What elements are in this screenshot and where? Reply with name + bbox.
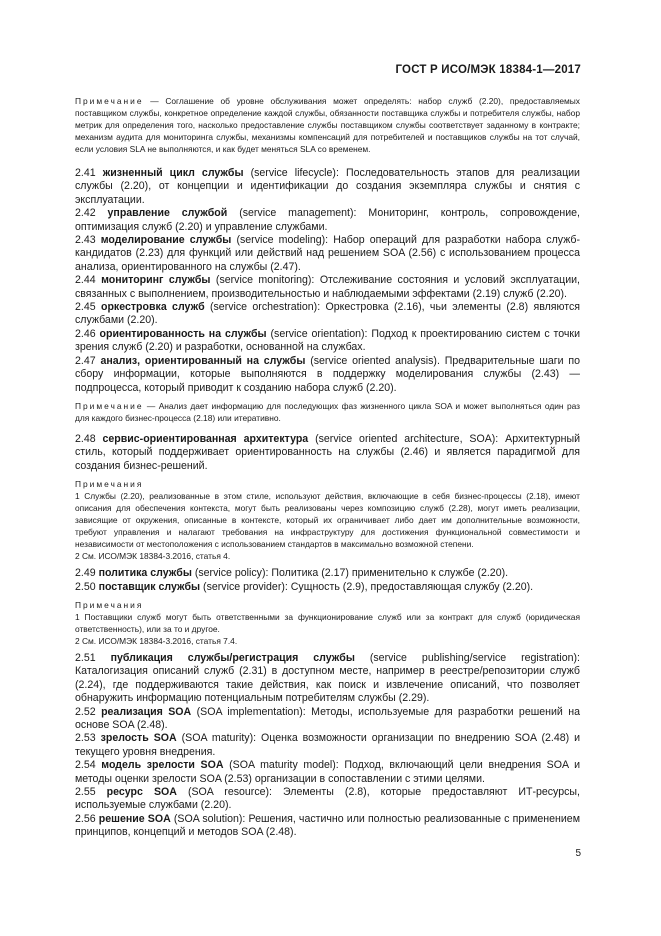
term-number: 2.42 <box>75 207 96 220</box>
term-name: зрелость SOA <box>100 732 177 745</box>
term-number: 2.48 <box>75 432 96 445</box>
term-definition: Набор операций для разработки набора служб-кандидатов (2.23) для функций или действий над решением SOA (2.56) с использованием процесса анализа, ориентированного на службы (2.47). <box>75 234 580 273</box>
term-definition: Последовательность этапов для реализации службы (2.20), от концепции и идентификации до создания экземпляра службы и снятия с эксплуатации. <box>75 167 580 206</box>
term-name: оркестровка служб <box>100 301 205 314</box>
note-item: 1 Поставщики служб могут быть ответственными за функционирование служб или за контракт для служб (юридическая ответственность), или за то и другое. <box>75 611 580 634</box>
term-number: 2.47 <box>75 354 96 367</box>
term-english: (service publishing/service registration): <box>369 651 580 664</box>
terms-list-b <box>75 567 580 594</box>
term-english: (service monitoring): <box>215 274 315 287</box>
term-english: (SOA resource): <box>187 786 272 798</box>
term-english: (service modeling): <box>236 234 329 247</box>
note-text: — Соглашение об уровне обслуживания может определять: набор служб (2.20), предоставляемых поставщиком службы, конкретное определение каждой службы, обязанности поставщика службы и потребителя службы, набор метрик для определения того, насколько предоставление службы поставщиком службы соответствует заданному в контракте; механизм аудита для мониторинга службы, механизмы компенсаций для потребителей и поставщиков службы на тот случай, если условия SLA не выполняются, и как будет меняться SLA со временем. <box>75 96 580 154</box>
term-number: 2.50 <box>75 580 96 593</box>
note-sla <box>75 95 580 155</box>
term-number: 2.55 <box>75 786 96 798</box>
term-number: 2.43 <box>75 234 96 247</box>
term-english: (service lifecycle): <box>250 167 339 179</box>
term-english: (service oriented architecture, SOA): <box>315 432 499 445</box>
term-definition: Архитектурный стиль, который поддерживает ориентированность на службы (2.46) и является парадигмой для создания бизнес-решений. <box>75 432 580 472</box>
term-2-55 <box>75 786 580 813</box>
document-header: ГОСТ Р ИСО/МЭК 18384-1—2017 <box>395 64 581 76</box>
term-english: (service orchestration): <box>209 301 321 314</box>
term-2-45 <box>75 301 580 328</box>
term-name: публикация службы/регистрация службы <box>110 651 355 664</box>
term-definition: Каталогизация описаний служб (2.31) в доступном месте, например в реестре/репозитории служб (2.24), где поддерживаются такие действия, как поиск и извлечение описаний, что позволяет обнаружить информацию потенциальным потребителям службы (2.29). <box>75 665 580 705</box>
term-2-49 <box>75 567 580 580</box>
term-2-56 <box>75 813 580 840</box>
term-name: решение SOA <box>98 812 171 825</box>
term-2-44 <box>75 274 580 301</box>
term-2-51 <box>75 652 580 706</box>
term-english: (SOA maturity): <box>181 732 257 745</box>
term-2-54 <box>75 759 580 786</box>
term-english: (SOA maturity model): <box>229 759 339 772</box>
term-2-47 <box>75 355 580 395</box>
term-definition: Оркестровка (2.16), чьи элементы (2.8) являются службами (2.20). <box>75 301 580 327</box>
term-name: анализ, ориентированный на службы <box>100 354 306 367</box>
term-2-42 <box>75 207 580 234</box>
note-item: 1 Службы (2.20), реализованные в этом стиле, используют действия, включающие в себя бизнес-процессы (2.18), имеют описания для обеспечения контекста, могут быть реализованы через композицию служб (2.28), могут иметь реализации, зависящие от окружения, описанные в контексте, который их ограничивает либо дает им дополнительные возможности, требуют управления и налагают требования на инфраструктуру для достижения функциональной совместимости и независимости от местоположения с использованием стандартов в максимально возможной степени. <box>75 491 580 550</box>
term-2-48 <box>75 433 580 473</box>
term-2-50 <box>75 581 580 594</box>
term-number: 2.41 <box>75 167 96 179</box>
term-english: (service policy): <box>194 567 269 580</box>
term-number: 2.56 <box>75 812 96 825</box>
note-analysis <box>75 400 580 424</box>
term-name: политика службы <box>98 567 192 580</box>
term-number: 2.53 <box>75 732 96 745</box>
terms-list-a <box>75 167 580 395</box>
term-name: сервис-ориентированная архитектура <box>102 432 309 445</box>
term-definition: Методы, используемые для разработки решений на основе SOA (2.48). <box>75 705 580 731</box>
term-definition: Решения, частично или полностью реализованные с применением принципов, концепций и методов SOA (2.48). <box>75 812 580 839</box>
term-2-43 <box>75 234 580 274</box>
term-english: (SOA solution): <box>173 812 246 825</box>
note-label: Примечание <box>75 96 144 106</box>
term-name: ориентированность на службы <box>99 327 267 340</box>
term-2-52 <box>75 706 580 733</box>
term-english: (SOA implementation): <box>196 705 306 718</box>
note-label: Примечание <box>75 400 144 411</box>
term-definition: Отслеживание состояния и условий эксплуатации, связанных с выполнением, производительностью и наблюдаемыми эффектами (2.19) служб (2.20). <box>75 274 580 300</box>
term-name: поставщик службы <box>98 580 201 593</box>
notes-label: Примечания <box>75 479 144 490</box>
term-number: 2.44 <box>75 274 96 287</box>
term-english: (service provider): <box>203 580 288 593</box>
term-definition: Оценка возможности организации по внедрению SOA (2.48) и текущего уровня внедрения. <box>75 732 581 758</box>
page-number: 5 <box>575 848 581 859</box>
term-name: жизненный цикл службы <box>102 167 244 179</box>
term-number: 2.45 <box>75 301 96 314</box>
term-english: (service management): <box>239 207 357 220</box>
term-number: 2.52 <box>75 705 96 718</box>
term-number: 2.51 <box>75 651 96 664</box>
notes-label: Примечания <box>75 599 144 610</box>
term-english: (service orientation): <box>270 327 368 340</box>
term-definition: Предварительные шаги по сбору информации, которые выполняются в поддержку моделирования службы (2.43) — подпроцесса, который приводит к созданию набора служб (2.20). <box>75 354 581 394</box>
term-definition: Элементы (2.8), которые предоставляют ИТ-ресурсы, используемые службами (2.20). <box>75 786 580 812</box>
term-name: модель зрелости SOA <box>101 759 224 772</box>
terms-list-c <box>75 652 580 840</box>
note-text: — Анализ дает информацию для последующих фаз жизненного цикла SOA и может выполняться один раз для каждого бизнес-процесса (2.18) или итеративно. <box>75 400 581 423</box>
term-name: моделирование службы <box>100 234 232 247</box>
note-item: 2 См. ИСО/МЭК 18384-3.2016, статья 7.4. <box>75 635 238 646</box>
term-definition: Подход, включающий цели внедрения SOA и методы оценки зрелости SOA (2.53) организации в сопоставлении с этими целями. <box>75 759 581 785</box>
term-definition: Сущность (2.9), предоставляющая службу (2.20). <box>290 580 534 593</box>
term-definition: Подход к проектированию систем с точки зрения служб (2.20) и разработки, основанной на службах. <box>75 327 580 354</box>
term-name: ресурс SOA <box>106 786 177 798</box>
term-number: 2.54 <box>75 759 96 772</box>
term-definition: Политика (2.17) применительно к службе (2.20). <box>271 567 509 580</box>
term-number: 2.46 <box>75 327 96 340</box>
document-body <box>75 95 580 840</box>
term-name: реализация SOA <box>101 705 192 718</box>
term-number: 2.49 <box>75 567 96 580</box>
term-name: мониторинг службы <box>101 274 211 287</box>
note-item: 2 См. ИСО/МЭК 18384-3.2016, статья 4. <box>75 551 231 562</box>
term-english: (service oriented analysis). <box>310 354 440 367</box>
term-2-41 <box>75 167 580 207</box>
term-2-53 <box>75 732 580 759</box>
term-2-46 <box>75 328 580 355</box>
term-definition: Мониторинг, контроль, сопровождение, оптимизация служб (2.20) и управление службами. <box>75 207 580 233</box>
term-name: управление службой <box>107 207 228 220</box>
